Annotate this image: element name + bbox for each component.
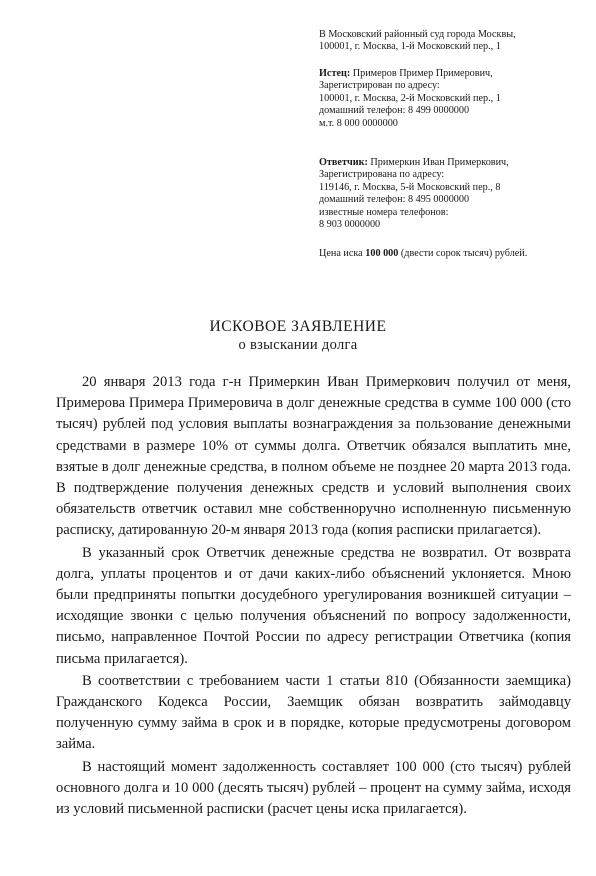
plaintiff-name-line	[319, 68, 589, 80]
plaintiff-line: 100001, г. Москва, 2-й Московский пер., 1	[319, 92, 501, 104]
defendant-line: 119146, г. Москва, 5-й Московский пер., 8	[319, 181, 501, 193]
plaintiff-block	[319, 68, 589, 130]
defendant-line: Зарегистрирована по адресу:	[319, 169, 445, 181]
defendant-line: домашний телефон: 8 495 0000000	[319, 194, 470, 206]
body-paragraph: В соответствии с требованием части 1 статьи 810 (Обязанности заемщика) Гражданского Кодекса России, Заемщик обязан возвратить займодавцу полученную сумму займа в срок и в порядке, которые предусмотрены договором займа.	[56, 672, 571, 753]
plaintiff-line: м.т. 8 000 0000000	[319, 117, 398, 129]
claim-price-amount: 100 000	[365, 248, 399, 259]
body-paragraph: 20 января 2013 года г-н Примеркин Иван Примеркович получил от меня, Примерова Примера Примеровича в долг денежные средства в сумме 100 000 (сто тысяч) рублей под условия выплаты вознаграждения за пользование денежными средствами в размере 10% от суммы долга. Ответчик обязался выплатить мне, взятые в долг денежные средства, в полном объеме не позднее 20 марта 2013 года. В подтверждение получения денежных средств и условий выполнения своих обязательств ответчик оставил мне собственноручно исполненную письменную расписку, датированную 20-м января 2013 года (копия расписки прилагается).	[56, 374, 571, 539]
defendant-line: известные номера телефонов:	[319, 206, 449, 218]
plaintiff-line: домашний телефон: 8 499 0000000	[319, 105, 470, 117]
plaintiff-name: Примеров Пример Примерович,	[350, 68, 493, 79]
defendant-label: Ответчик:	[319, 157, 368, 168]
plaintiff-line: Зарегистрирован по адресу:	[319, 80, 440, 92]
defendant-block	[319, 157, 589, 231]
defendant-line: 8 903 0000000	[319, 219, 381, 231]
claim-price	[319, 248, 589, 260]
plaintiff-label: Истец:	[319, 68, 351, 79]
claim-price-suffix: (двести сорок тысяч) рублей.	[398, 248, 528, 259]
body-paragraph: В указанный срок Ответчик денежные средства не возвратил. От возврата долга, уплаты процентов и от дачи каких-либо объяснений уклоняется. Мною были предприняты попытки досудебного урегулирования возникшей ситуации – исходящие звонки с целью получения объяснений по вопросу задолженности, письмо, направленное Почтой России по адресу регистрации Ответчика (копия письма прилагается).	[56, 544, 571, 667]
court-address-block	[319, 29, 589, 54]
claim-price-prefix: Цена иска	[319, 248, 366, 259]
defendant-name-line	[319, 157, 589, 169]
document-body	[56, 372, 571, 821]
body-paragraph: В настоящий момент задолженность составляет 100 000 (сто тысяч) рублей основного долга и 10 000 (десять тысяч) рублей – процент на сумму займа, исходя из условий письменной расписки (расчет цены иска прилагается).	[56, 758, 571, 818]
document-subtitle: о взыскании долга	[238, 337, 358, 353]
court-line: В Московский районный суд города Москвы,	[319, 29, 516, 40]
court-line: 100001, г. Москва, 1-й Московский пер., 1	[319, 41, 501, 53]
defendant-name: Примеркин Иван Примеркович,	[367, 157, 509, 168]
document-title: ИСКОВОЕ ЗАЯВЛЕНИЕ	[209, 318, 387, 335]
